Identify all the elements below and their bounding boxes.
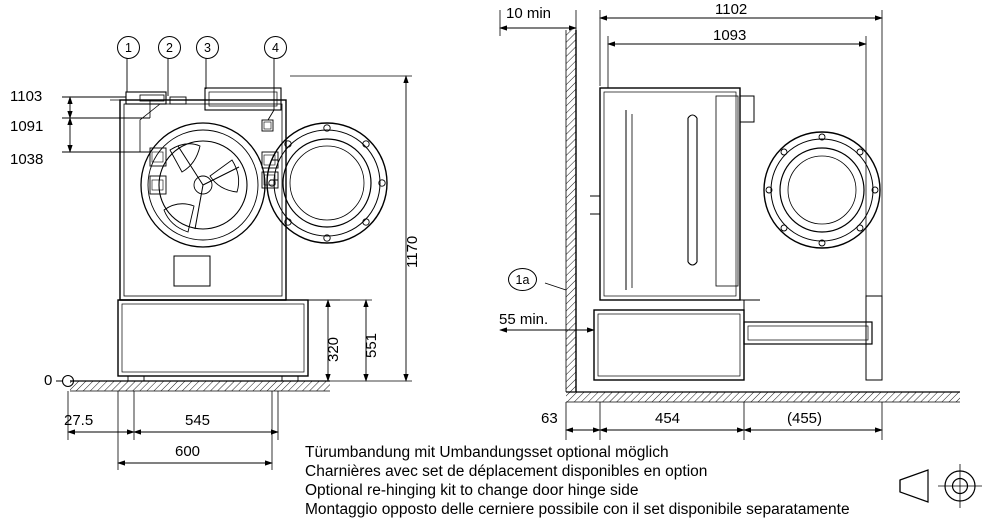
dim-545: 545 xyxy=(185,412,211,429)
dim-63: 63 xyxy=(541,410,558,427)
note-en: Optional re-hinging kit to change door hinge side xyxy=(305,482,639,499)
callout-2-label: 2 xyxy=(166,40,173,55)
callout-3-label: 3 xyxy=(204,40,211,55)
dim-1170: 1170 xyxy=(404,235,421,268)
callout-1-label: 1 xyxy=(125,40,132,55)
dim-27-5: 27.5 xyxy=(64,412,94,429)
dim-320: 320 xyxy=(325,336,342,362)
callout-1a-label: 1a xyxy=(515,272,530,287)
dim-1102: 1102 xyxy=(715,1,748,18)
callout-4 xyxy=(264,36,287,59)
dim-zero: 0 xyxy=(44,372,53,389)
dim-1091: 1091 xyxy=(10,118,44,135)
dim-55-min: 55 min. xyxy=(499,311,549,328)
dim-600: 600 xyxy=(175,443,201,460)
callout-2 xyxy=(158,36,181,59)
note-it: Montaggio opposto delle cerniere possibile con il set disponibile separatamente xyxy=(305,501,850,518)
note-fr: Charnières avec set de déplacement disponibles en option xyxy=(305,463,708,480)
dim-10-min: 10 min xyxy=(506,5,552,22)
dim-454: 454 xyxy=(655,410,681,427)
dim-455: (455) xyxy=(787,410,823,427)
note-de: Türumbandung mit Umbandungsset optional möglich xyxy=(305,444,669,461)
dim-1103: 1103 xyxy=(10,88,43,105)
notes-block xyxy=(305,443,850,519)
dim-1038: 1038 xyxy=(10,151,44,168)
callout-4-label: 4 xyxy=(272,40,279,55)
callout-1a xyxy=(508,268,537,291)
dim-551: 551 xyxy=(363,332,380,358)
dim-1093: 1093 xyxy=(713,27,747,44)
callout-3 xyxy=(196,36,219,59)
callout-1 xyxy=(117,36,140,59)
